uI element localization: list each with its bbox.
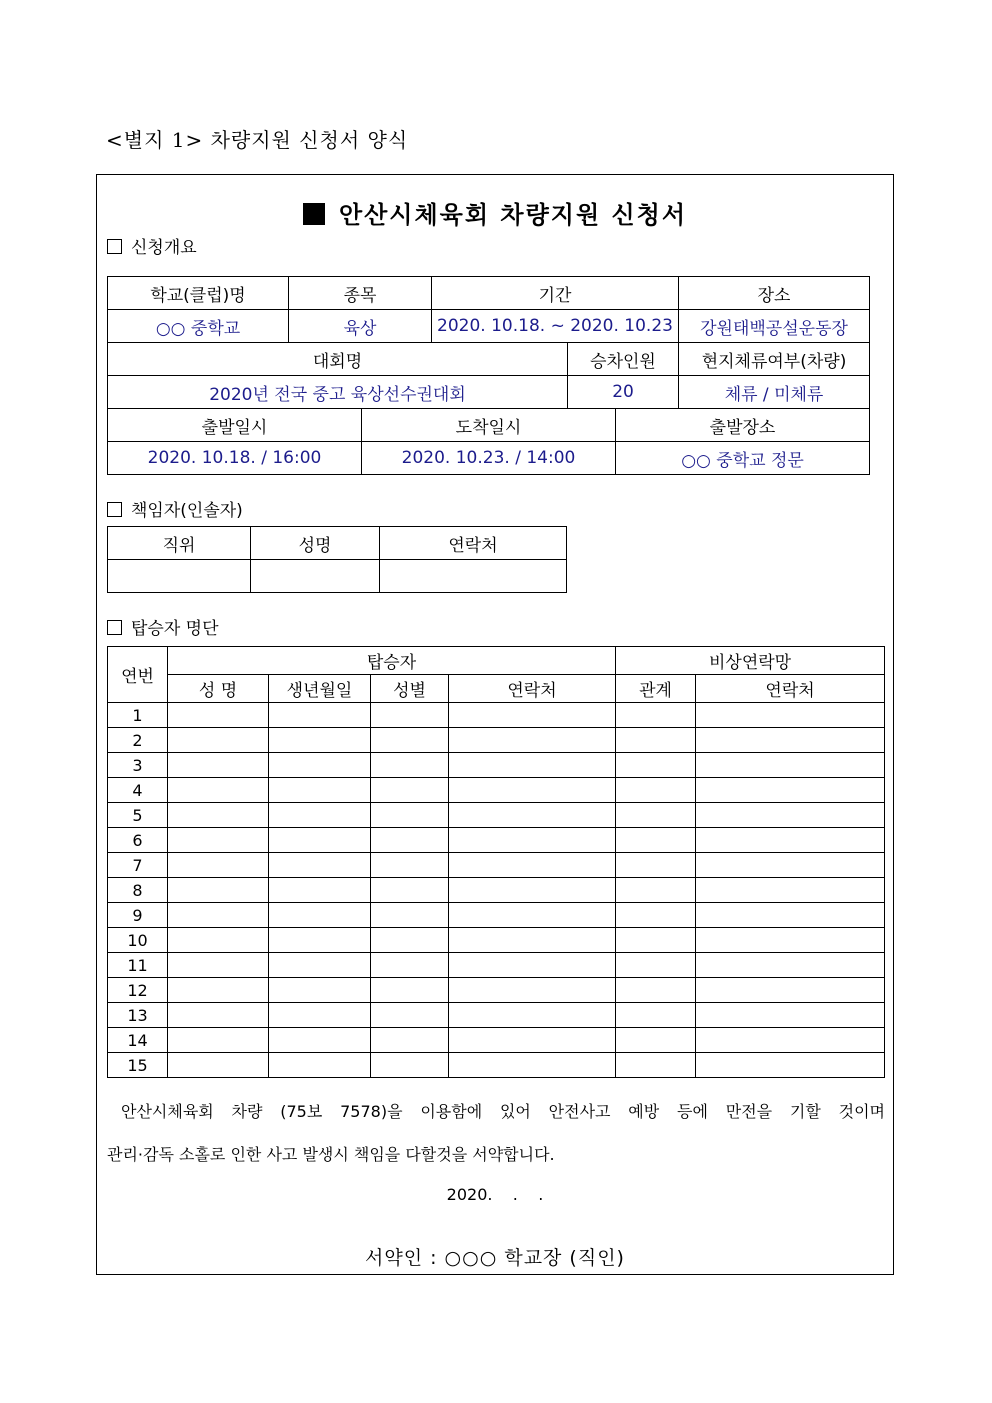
passenger-header-no: 연번: [108, 647, 168, 703]
emergency-contact-cell[interactable]: [696, 753, 885, 778]
emergency-contact-cell[interactable]: [696, 878, 885, 903]
table-row: [108, 928, 885, 953]
overview-header-place: 장소: [679, 277, 870, 310]
passenger-contact-cell[interactable]: [449, 978, 616, 1003]
passenger-row-number: 2: [108, 728, 168, 753]
section-overview-label: 신청개요: [131, 238, 197, 258]
emergency-relation-cell[interactable]: [616, 803, 696, 828]
emergency-relation-cell[interactable]: [616, 978, 696, 1003]
passenger-birth-cell[interactable]: [269, 953, 371, 978]
overview-header-stay: 현지체류여부(차량): [679, 343, 870, 376]
form-attachment-heading: <별지 1> 차량지원 신청서 양식: [106, 128, 409, 152]
schedule-arrival-value[interactable]: 2020. 10.23. / 14:00: [362, 442, 616, 475]
passenger-gender-cell[interactable]: [371, 828, 449, 853]
section-passengers: [107, 614, 219, 639]
passenger-birth-cell[interactable]: [269, 728, 371, 753]
schedule-departure-place-value[interactable]: ○○ 중학교 정문: [616, 442, 870, 475]
table-row: [108, 703, 885, 728]
passenger-gender-cell[interactable]: [371, 728, 449, 753]
checkbox-icon: [107, 239, 122, 254]
emergency-contact-cell[interactable]: [696, 803, 885, 828]
passenger-name-cell[interactable]: [168, 828, 269, 853]
passenger-row-number: 14: [108, 1028, 168, 1053]
emergency-contact-cell[interactable]: [696, 903, 885, 928]
emergency-relation-cell[interactable]: [616, 953, 696, 978]
table-row: [108, 728, 885, 753]
passenger-row-number: 10: [108, 928, 168, 953]
passenger-row-number: 12: [108, 978, 168, 1003]
passenger-gender-cell[interactable]: [371, 1053, 449, 1078]
passenger-gender-cell[interactable]: [371, 778, 449, 803]
manager-position-field[interactable]: [108, 560, 251, 593]
passenger-birth-cell[interactable]: [269, 1003, 371, 1028]
schedule-table: [107, 408, 870, 475]
manager-header-name: 성명: [251, 527, 380, 560]
passenger-name-cell[interactable]: [168, 1053, 269, 1078]
pledge-date[interactable]: 2020. . .: [446, 1185, 544, 1204]
section-manager-label: 책임자(인솔자): [131, 501, 243, 521]
manager-name-field[interactable]: [251, 560, 380, 593]
emergency-contact-cell[interactable]: [696, 1053, 885, 1078]
passenger-birth-cell[interactable]: [269, 878, 371, 903]
passenger-row-number: 4: [108, 778, 168, 803]
form-title-text: 안산시체육회 차량지원 신청서: [338, 201, 688, 229]
passenger-contact-cell[interactable]: [449, 953, 616, 978]
emergency-contact-cell[interactable]: [696, 1003, 885, 1028]
passenger-birth-cell[interactable]: [269, 1028, 371, 1053]
passenger-contact-cell[interactable]: [449, 728, 616, 753]
table-row: [108, 803, 885, 828]
passenger-contact-cell[interactable]: [449, 803, 616, 828]
passenger-header-name: 성 명: [168, 675, 269, 703]
emergency-relation-cell[interactable]: [616, 728, 696, 753]
table-row: [108, 903, 885, 928]
passenger-gender-cell[interactable]: [371, 803, 449, 828]
passenger-header-birth: 생년월일: [269, 675, 371, 703]
passenger-birth-cell[interactable]: [269, 828, 371, 853]
emergency-contact-cell[interactable]: [696, 1028, 885, 1053]
passenger-name-cell[interactable]: [168, 853, 269, 878]
table-row: [108, 853, 885, 878]
table-row: [108, 1003, 885, 1028]
passenger-gender-cell[interactable]: [371, 753, 449, 778]
schedule-header-arrival: 도착일시: [362, 409, 616, 442]
passenger-birth-cell[interactable]: [269, 1053, 371, 1078]
passenger-birth-cell[interactable]: [269, 803, 371, 828]
passenger-contact-cell[interactable]: [449, 1003, 616, 1028]
table-row: [108, 778, 885, 803]
passenger-birth-cell[interactable]: [269, 753, 371, 778]
checkbox-icon: [107, 620, 122, 635]
table-row: [108, 1053, 885, 1078]
overview-sport-value[interactable]: 육상: [289, 310, 432, 343]
passenger-row-number: 5: [108, 803, 168, 828]
emergency-relation-cell[interactable]: [616, 828, 696, 853]
emergency-relation-cell[interactable]: [616, 853, 696, 878]
overview-place-value[interactable]: 강원태백공설운동장: [679, 310, 870, 343]
passenger-birth-cell[interactable]: [269, 903, 371, 928]
passenger-gender-cell[interactable]: [371, 978, 449, 1003]
manager-header-position: 직위: [108, 527, 251, 560]
emergency-contact-cell[interactable]: [696, 828, 885, 853]
overview-header-event: 대회명: [108, 343, 568, 376]
passenger-contact-cell[interactable]: [449, 1028, 616, 1053]
emergency-relation-cell[interactable]: [616, 753, 696, 778]
emergency-relation-cell[interactable]: [616, 903, 696, 928]
passenger-name-cell[interactable]: [168, 903, 269, 928]
table-row: [108, 878, 885, 903]
passenger-name-cell[interactable]: [168, 1003, 269, 1028]
passenger-row-number: 3: [108, 753, 168, 778]
passenger-row-number: 9: [108, 903, 168, 928]
table-row: [108, 978, 885, 1003]
passenger-name-cell[interactable]: [168, 1028, 269, 1053]
passenger-row-number: 1: [108, 703, 168, 728]
emergency-relation-cell[interactable]: [616, 778, 696, 803]
overview-header-sport: 종목: [289, 277, 432, 310]
emergency-header-relation: 관계: [616, 675, 696, 703]
emergency-header-contact: 연락처: [696, 675, 885, 703]
passenger-birth-cell[interactable]: [269, 978, 371, 1003]
passenger-row-number: 15: [108, 1053, 168, 1078]
passenger-row-number: 11: [108, 953, 168, 978]
manager-header-contact: 연락처: [380, 527, 567, 560]
passenger-birth-cell[interactable]: [269, 928, 371, 953]
emergency-contact-cell[interactable]: [696, 928, 885, 953]
passenger-name-cell[interactable]: [168, 728, 269, 753]
emergency-contact-cell[interactable]: [696, 778, 885, 803]
emergency-relation-cell[interactable]: [616, 703, 696, 728]
passenger-contact-cell[interactable]: [449, 703, 616, 728]
passenger-gender-cell[interactable]: [371, 703, 449, 728]
table-row: [108, 828, 885, 853]
passenger-rows: [108, 703, 885, 1078]
overview-event-value[interactable]: 2020년 전국 중고 육상선수권대회: [108, 376, 568, 409]
emergency-relation-cell[interactable]: [616, 1053, 696, 1078]
passenger-gender-cell[interactable]: [371, 1003, 449, 1028]
passenger-header-contact: 연락처: [449, 675, 616, 703]
passenger-name-cell[interactable]: [168, 878, 269, 903]
emergency-relation-cell[interactable]: [616, 928, 696, 953]
manager-contact-field[interactable]: [380, 560, 567, 593]
passenger-contact-cell[interactable]: [449, 928, 616, 953]
table-row: [108, 953, 885, 978]
passenger-birth-cell[interactable]: [269, 853, 371, 878]
section-passengers-label: 탑승자 명단: [131, 619, 219, 639]
application-form: [96, 174, 894, 1275]
emergency-header-group: 비상연락망: [616, 647, 885, 675]
passenger-contact-cell[interactable]: [449, 778, 616, 803]
passenger-gender-cell[interactable]: [371, 1028, 449, 1053]
overview-period-value[interactable]: 2020. 10.18. ~ 2020. 10.23: [432, 310, 679, 343]
table-row: [108, 753, 885, 778]
passenger-name-cell[interactable]: [168, 978, 269, 1003]
section-overview: [107, 233, 197, 258]
passenger-contact-cell[interactable]: [449, 903, 616, 928]
emergency-contact-cell[interactable]: [696, 978, 885, 1003]
overview-header-school: 학교(클럽)명: [108, 277, 289, 310]
passenger-gender-cell[interactable]: [371, 853, 449, 878]
passenger-row-number: 13: [108, 1003, 168, 1028]
passenger-contact-cell[interactable]: [449, 828, 616, 853]
passenger-birth-cell[interactable]: [269, 778, 371, 803]
black-square-icon: [303, 203, 325, 225]
passenger-row-number: 8: [108, 878, 168, 903]
passenger-birth-cell[interactable]: [269, 703, 371, 728]
pledge-line-2: 관리·감독 소홀로 인한 사고 발생시 책임을 다할것을 서약합니다.: [107, 1145, 555, 1164]
passenger-gender-cell[interactable]: [371, 953, 449, 978]
passenger-header-group: 탑승자: [168, 647, 616, 675]
passenger-gender-cell[interactable]: [371, 903, 449, 928]
overview-passengers-value[interactable]: 20: [568, 376, 679, 409]
passenger-name-cell[interactable]: [168, 928, 269, 953]
overview-header-period: 기간: [432, 277, 679, 310]
emergency-relation-cell[interactable]: [616, 878, 696, 903]
emergency-relation-cell[interactable]: [616, 1028, 696, 1053]
passenger-contact-cell[interactable]: [449, 1053, 616, 1078]
passenger-name-cell[interactable]: [168, 953, 269, 978]
table-row: [108, 1028, 885, 1053]
passenger-row-number: 6: [108, 828, 168, 853]
checkbox-icon: [107, 502, 122, 517]
passenger-gender-cell[interactable]: [371, 878, 449, 903]
overview-header-passengers: 승차인원: [568, 343, 679, 376]
passenger-name-cell[interactable]: [168, 778, 269, 803]
manager-table: [107, 526, 567, 593]
overview-stay-value[interactable]: 체류 / 미체류: [679, 376, 870, 409]
overview-school-value[interactable]: ○○ 중학교: [108, 310, 289, 343]
schedule-header-departure-place: 출발장소: [616, 409, 870, 442]
schedule-departure-value[interactable]: 2020. 10.18. / 16:00: [108, 442, 362, 475]
passenger-row-number: 7: [108, 853, 168, 878]
emergency-contact-cell[interactable]: [696, 703, 885, 728]
passenger-name-cell[interactable]: [168, 803, 269, 828]
passenger-header-gender: 성별: [371, 675, 449, 703]
passenger-contact-cell[interactable]: [449, 878, 616, 903]
overview-table: [107, 276, 870, 409]
passenger-name-cell[interactable]: [168, 703, 269, 728]
passenger-gender-cell[interactable]: [371, 928, 449, 953]
passenger-name-cell[interactable]: [168, 753, 269, 778]
schedule-header-departure: 출발일시: [108, 409, 362, 442]
emergency-contact-cell[interactable]: [696, 728, 885, 753]
pledge-signer: 서약인 : ○○○ 학교장 (직인): [365, 1247, 625, 1269]
passenger-contact-cell[interactable]: [449, 853, 616, 878]
passenger-table: [107, 646, 885, 1078]
form-title: [97, 195, 893, 230]
emergency-relation-cell[interactable]: [616, 1003, 696, 1028]
emergency-contact-cell[interactable]: [696, 853, 885, 878]
emergency-contact-cell[interactable]: [696, 953, 885, 978]
section-manager: [107, 496, 243, 521]
pledge-line-1: 안산시체육회 차량 (75보 7578)을 이용함에 있어 안전사고 예방 등에 만전을 기할 것이며: [121, 1102, 885, 1121]
passenger-contact-cell[interactable]: [449, 753, 616, 778]
